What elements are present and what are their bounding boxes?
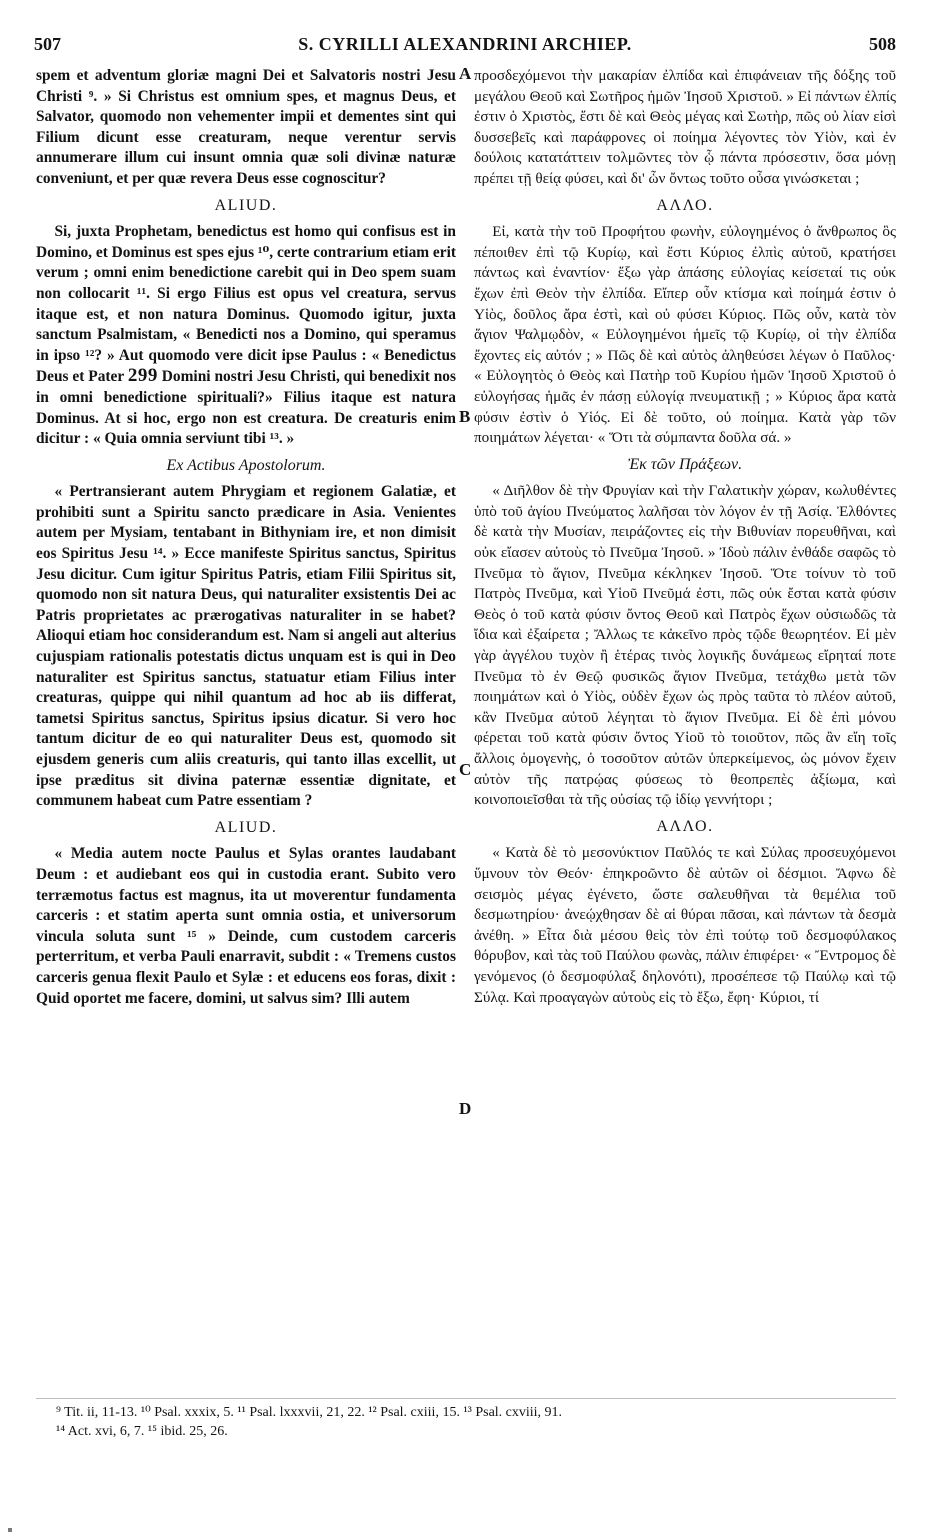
footnote-rule xyxy=(36,1398,896,1399)
greek-paragraph-4: « Κατὰ δὲ τὸ μεσονύκτιον Παῦλός τε καὶ Σύλας προσευχόμενοι ὕμνουν τὸν Θεόν· ἐπηκροῶντο δὲ αὐτῶν οἱ δέσμιοι. Ἄφνω δὲ σεισμὸς μέγας ἐγένετο, ὥστε σαλευθῆναι τὰ θεμέλια τοῦ δεσμωτηρίου· ἀνεῴχθησαν δὲ αἱ θύραι πᾶσαι, καὶ πάντων τὰ δεσμὰ ἀνέθη. » Εἶτα διὰ μέσου θεὶς τὸν ἐπὶ τούτῳ τοῦ δεσμοφύλακος θόρυβον, καὶ τὰς τοῦ Παύλου φωνὰς, πάλιν ἐπιφέρει· « Ἔντρομος δὲ γενόμενος (ὁ δεσμοφύλαξ δηλονότι), προσέπεσε τῷ Παύλῳ καὶ τῷ Σύλᾳ. Καὶ προαγαγὼν αὐτοὺς εἰς τὸ ἔξω, ἔφη· Κύριοι, τί xyxy=(474,844,896,1006)
page-number-left: 507 xyxy=(34,34,61,54)
greek-heading-acts: Ἐκ τῶν Πράξεων. xyxy=(627,455,743,473)
section-marker-c: C xyxy=(459,760,472,779)
running-title: S. CYRILLI ALEXANDRINI ARCHIEP. xyxy=(298,34,632,54)
footnote-line-2: ¹⁴ Act. xvi, 6, 7. ¹⁵ ibid. 25, 26. xyxy=(56,1424,228,1439)
greek-paragraph-3: « Διῆλθον δὲ τὴν Φρυγίαν καὶ τὴν Γαλατικὴν χώραν, κωλυθέντες ὑπὸ τοῦ ἁγίου Πνεύματος λαλῆσαι τὸν λόγον ἐν τῇ Ἀσίᾳ. Ἐλθόντες δὲ κατὰ τὴν Μυσίαν, πειράζοντες εἰς τὴν Βιθυνίαν πορευθῆναι, καὶ οὐκ εἴασεν αὐτοὺς τὸ Πνεῦμα Ἰησοῦ. » Ἰδοὺ πάλιν ἐνθάδε σαφῶς τὸ Πνεῦμα τὸ ἅγιον, Πνεῦμα κέκληκεν Ἰησοῦ. Ὅτε τοίνυν τὸ τοῦ Πατρὸς Πνεῦμα, καὶ Υἱοῦ Πνεῦμά ἐστι, πῶς οὐκ ἔσται κατὰ φύσιν Θεὸς ὁ τοῦ κατὰ φύσιν ὄντος Θεοῦ καὶ Πατρὸς ἔχων οὐσιωδῶς τὰ ἴδια καὶ ἐξαίρετα ; Ἄλλως τε κἀκεῖνο πρὸς τῷδε θεωρητέον. Εἰ μὲν γὰρ ἀγγέλου τυχὸν ἢ ἑτέρας τινὸς λογικῆς δυνάμεως εἴρηταί ποτε Πνεῦμα τὸ ἐν Θεῷ φυσικῶς ἅγιον Πνεῦμα, τετάχθω μετὰ τῶν ποιημάτων καὶ ὁ Υἱὸς, οὐδὲν ἔχων ὡς πρὸς ταῦτα τὸ πλέον αὐτοῦ, κἂν Πνεῦμα αὐτοῦ λέγηται τὸ ἅγιον Πνεῦμα. Εἰ δὲ ἐπὶ μόνου φέρεται τοῦ κατὰ φύσιν ὄντος Υἱοῦ τὸ τοιοῦτον, πῶς ἂν εἴη τοῖς ἄλλοις ὁμογενὴς, ὁ τοσοῦτον αὐτῶν ὑπερκείμενος, ὡς μόνον ἔχειν αὐτὸν τῆς πατρῴας φύσεως τὸ θεοπρεπὲς ἀξίωμα, καὶ κοινοποιεῖσθαι τὰ τῆς οὐσίας τῷ ἰδίῳ γεννήτορι ; xyxy=(474,482,896,809)
latin-paragraph-2 xyxy=(36,222,456,450)
greek-paragraph-1: προσδεχόμενοι τὴν μακαρίαν ἐλπίδα καὶ ἐπιφάνειαν τῆς δόξης τοῦ μεγάλου Θεοῦ καὶ Σωτῆρος ἡμῶν Ἰησοῦ Χριστοῦ. » Εἰ πάντων ἐλπίς ἐστιν ὁ Χριστὸς, ἔστι δὲ καὶ Θεὸς μέγας καὶ Σωτὴρ, πῶς οὐ λίαν εἰσὶ δυσσεβεῖς καὶ παράφρονες οἱ ποίημα λέγοντες τὸν Υἱὸν, καὶ ἐν δούλοις κατατάττειν τολμῶντες τὸν ᾧ πάντα πρόσεστιν, ὅσα μόνῃ πρέπει τῇ θείᾳ φύσει, καὶ δι' ὧν ὄντως τοῦτο οὖσα γινώσκεται ; xyxy=(474,67,896,187)
latin-heading-aliud: ALIUD. xyxy=(214,196,278,214)
page-header xyxy=(34,34,896,60)
latin-paragraph-4: « Media autem nocte Paulus et Sylas orantes laudabant Deum : et audiebant eos qui in custodia erant. Subito vero terræmotus factus est magnus, ita ut moverentur fundamenta carceris : et statim aperta sunt omnia ostia, et universorum vincula soluta sunt ¹⁵ » Deinde, cum custodem carceris perterritum, et verba Pauli enarravit, subdit : « Tremens custos carceris genua flexit Paulo et Sylæ : et educens eos foras, dixit : Quid oportet me facere, domini, ut salvus sim? Illi autem xyxy=(36,845,456,1007)
greek-heading-allo: ΑΛΛΟ. xyxy=(656,196,714,214)
latin-paragraph-2b: Domini nostri Jesu Christi, qui benedixit nos in omni benedictione spirituali?» Filius itaque est natura Dominus. At si hoc, ergo non est creatura. De creaturis enim dicitur : « Quia omnia serviunt tibi ¹³. » xyxy=(36,368,456,448)
greek-column xyxy=(474,66,896,1008)
latin-paragraph-3: « Pertransierant autem Phrygiam et regionem Galatiæ, et prohibiti sunt a Spiritu sancto prædicare in Asia. Venientes autem per Mysiam, tentabant in Bithyniam ire, et non dimisit eos Spiritus Jesu ¹⁴. » Ecce manifeste Spiritus sanctus, Spiritus Jesu dicitur. Cum igitur Spiritus Patris, etiam Filii Spiritus sit, quomodo non sit natura Deus, qui naturaliter exsistentis Dei ac Patris proprietates ac prærogativas naturaliter in se habet? Alioqui etiam hoc considerandum est. Nam si angeli aut alterius cujuspiam rationalis potestatis dictus unquam est is qui in Deo naturaliter est Spiritus sanctus, statuatur etiam Filius inter creaturas, quippe qui nihil quantum ad hoc ab iis differat, tametsi Spiritus sanctus, Spiritus ipsius dicatur. Si vero hoc tantum dicitur de eo qui naturaliter Deus est, quomodo sit ejusdem generis cum aliis creaturis, qui tanto illas excellit, ut ipse præditus sit divina paternæ essentiæ dignitate, et communem habeat cum Patre essentiam ? xyxy=(36,483,456,810)
section-marker-a: A xyxy=(459,64,472,83)
latin-paragraph-1: spem et adventum gloriæ magni Dei et Salvatoris nostri Jesu Christi ⁹. » Si Christus est omnium spes, et magnus Deus, et Salvator, quomodo non vehementer impii et dementes sint qui Filium dicunt esse creaturam, neque verentur servis annumerare illum cui insunt omnia quæ soli divinæ naturæ conveniunt, et per quæ revera Deus esse cognoscitur? xyxy=(36,67,456,187)
page-number-right: 508 xyxy=(869,34,896,54)
latin-heading-acts: Ex Actibus Apostolorum. xyxy=(166,456,326,474)
footnote-line-1: ⁹ Tit. ii, 11-13. ¹⁰ Psal. xxxix, 5. ¹¹ Psal. lxxxvii, 21, 22. ¹² Psal. cxiii, 15. ¹³ Psal. cxviii, 91. xyxy=(56,1405,563,1420)
section-marker-d: D xyxy=(459,1099,472,1118)
scan-speck xyxy=(8,1528,12,1532)
column-number: 299 xyxy=(127,365,158,387)
greek-heading-allo-2: ΑΛΛΟ. xyxy=(656,817,714,835)
latin-column xyxy=(36,66,456,1009)
section-marker-b: B xyxy=(459,407,471,426)
latin-paragraph-2a: Si, juxta Prophetam, benedictus est homo qui confisus est in Domino, et Dominus est spes ejus ¹⁰, certe contrarium etiam erit verum ; omni enim benedictione carebit qui in Deo spem suam non collocarit ¹¹. Si ergo Filius est opus vel creatura, servus itaque est, et non natura Dominus. Quomodo igitur, juxta sanctum Psalmistam, « Benedicti nos a Domino, qui speramus in ipso ¹²? » Aut quomodo vere dicit ipse Paulus : « Benedictus Deus et Pater xyxy=(36,223,456,386)
latin-heading-aliud-2: ALIUD. xyxy=(214,818,278,836)
greek-paragraph-2: Εἰ, κατὰ τὴν τοῦ Προφήτου φωνὴν, εὐλογημένος ὁ ἄνθρωπος ὃς πέποιθεν ἐπὶ τῷ Κυρίῳ, καὶ ἔστι Κύριος ἐλπὶς αὐτοῦ, κρατήσει πάντως καὶ ἐναντίον· ἔξω γὰρ ἁπάσης εὐλογίας κείσεταί τις οὐκ ἔχων ἐπὶ Θεὸν τὴν ἐλπίδα. Εἴπερ οὖν κτίσμα καὶ ποίημά ἐστιν ὁ Υἱὸς, δοῦλος ἄρα ἐστὶ, καὶ οὐ φύσει Κύριος. Πῶς οὖν, κατὰ τὸν ἅγιον Ψαλμῳδὸν, « Εὐλογημένοι ἡμεῖς τῷ Κυρίῳ, οἱ τὴν ἐλπίδα ἔχοντες εἰς αὐτόν ; » Πῶς δὲ καὶ αὐτὸς ἀληθεύσει λέγων ὁ Παῦλος· « Εὐλογητὸς ὁ Θεὸς καὶ Πατὴρ τοῦ Κυρίου ἡμῶν Ἰησοῦ Χριστοῦ ὁ εὐλογήσας ἡμᾶς ἐν πάσῃ εὐλογίᾳ πνευματικῇ ; » Κύριος ἄρα κατὰ φύσιν ἐστὶν ὁ Υἱός. Εἰ δὲ τοῦτο, οὐ ποίημα. Κατὰ γὰρ τῶν ποιημάτων λέγεται· « Ὅτι τὰ σύμπαντα δοῦλα σά. » xyxy=(474,223,896,447)
